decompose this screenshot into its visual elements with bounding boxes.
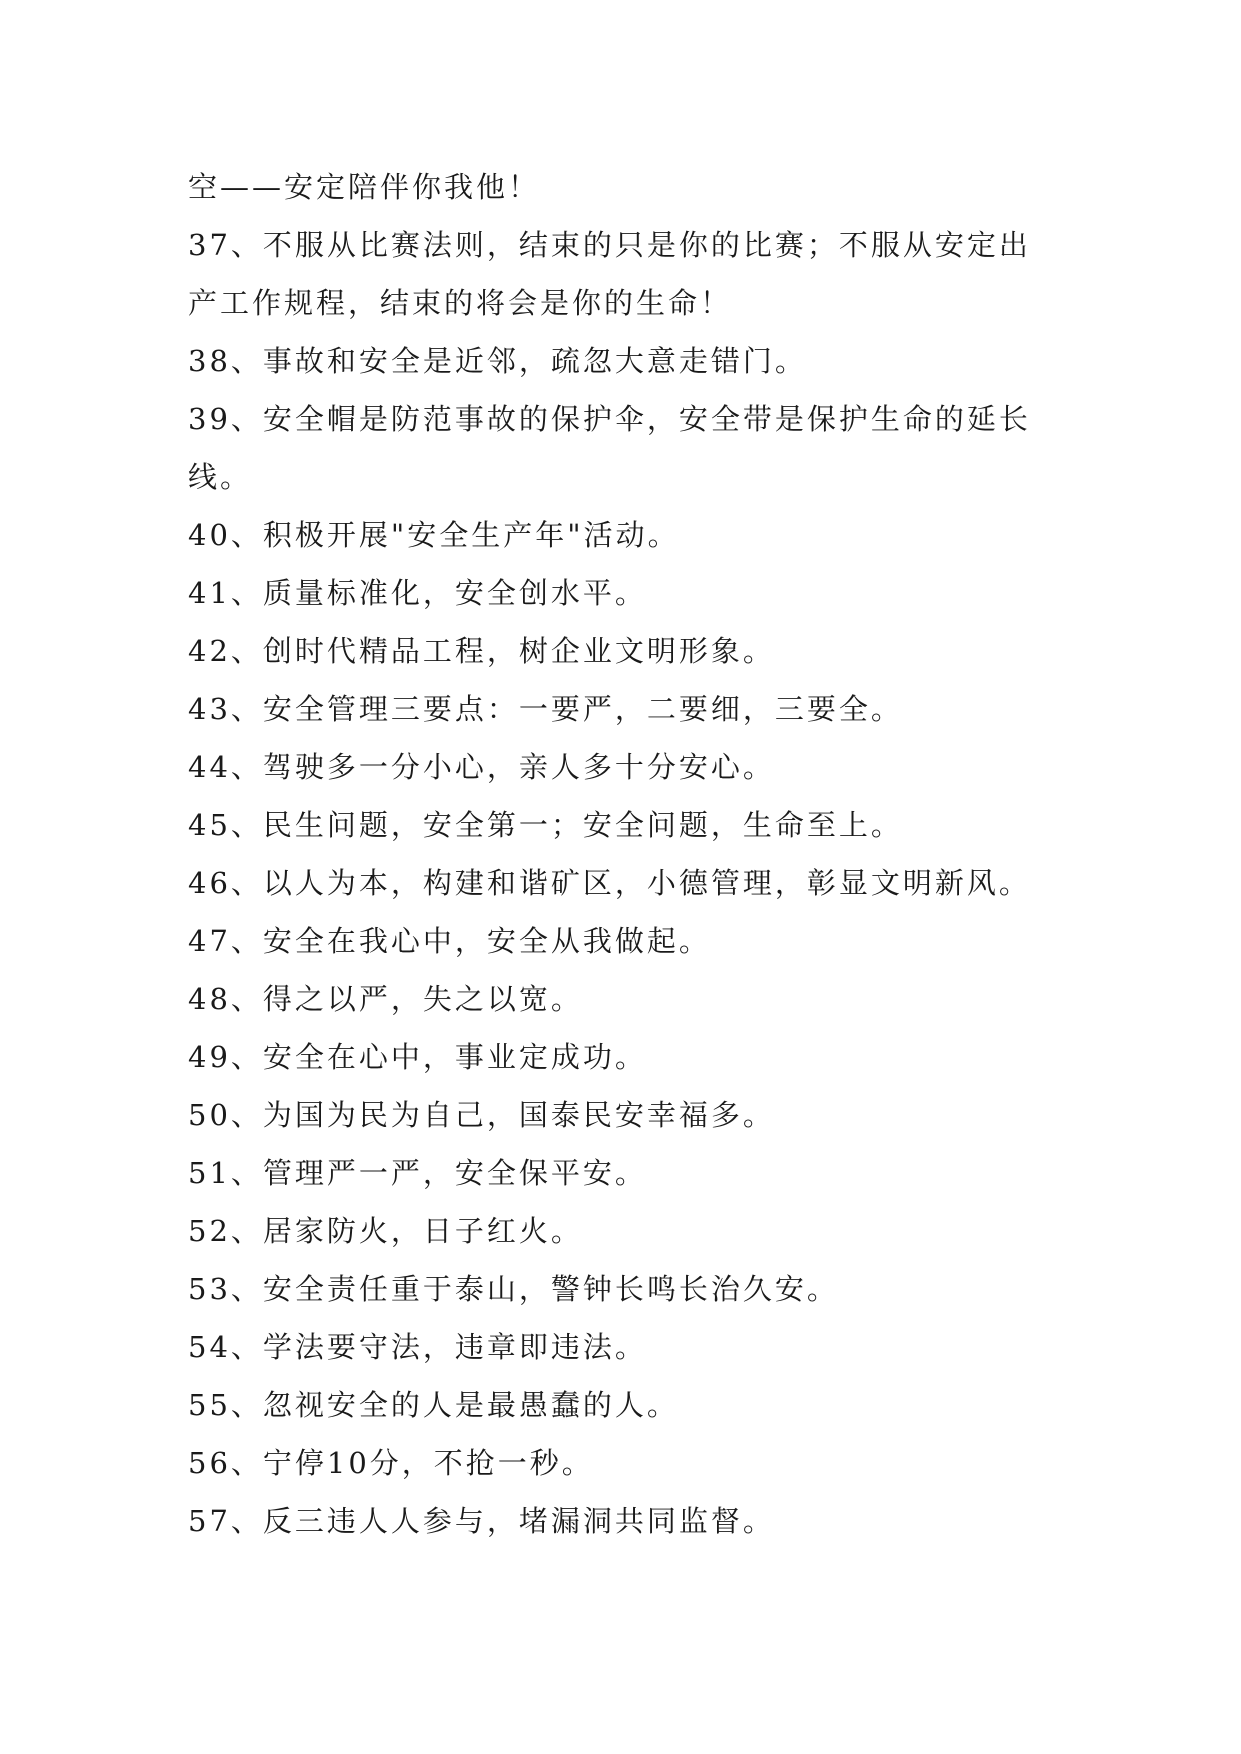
text-line: 39、安全帽是防范事故的保护伞，安全带是保护生命的延长 (188, 402, 1031, 436)
text-line: 线。 (188, 460, 253, 494)
text-line: 54、学法要守法，违章即违法。 (188, 1330, 647, 1364)
text-line: 42、创时代精品工程，树企业文明形象。 (188, 634, 775, 668)
text-line: 45、民生问题，安全第一；安全问题，生命至上。 (188, 808, 903, 842)
text-line: 40、积极开展"安全生产年"活动。 (188, 518, 680, 552)
document-body (188, 158, 1068, 1550)
text-line: 44、驾驶多一分小心，亲人多十分安心。 (188, 750, 775, 784)
text-line: 46、以人为本，构建和谐矿区，小德管理，彰显文明新风。 (188, 866, 1031, 900)
text-line: 47、安全在我心中，安全从我做起。 (188, 924, 711, 958)
text-line: 55、忽视安全的人是最愚蠢的人。 (188, 1388, 679, 1422)
text-line: 38、事故和安全是近邻，疏忽大意走错门。 (188, 344, 807, 378)
text-line: 41、质量标准化，安全创水平。 (188, 576, 647, 610)
text-line: 51、管理严一严，安全保平安。 (188, 1156, 647, 1190)
text-line: 56、宁停10分，不抢一秒。 (188, 1446, 594, 1480)
text-line: 50、为国为民为自己，国泰民安幸福多。 (188, 1098, 775, 1132)
text-line: 37、不服从比赛法则，结束的只是你的比赛；不服从安定出 (188, 228, 1031, 262)
text-line: 43、安全管理三要点：一要严，二要细，三要全。 (188, 692, 903, 726)
text-line: 产工作规程，结束的将会是你的生命！ (188, 286, 733, 320)
text-line: 52、居家防火，日子红火。 (188, 1214, 583, 1248)
text-line: 53、安全责任重于泰山，警钟长鸣长治久安。 (188, 1272, 839, 1306)
text-line: 49、安全在心中，事业定成功。 (188, 1040, 647, 1074)
text-line: 48、得之以严，失之以宽。 (188, 982, 583, 1016)
text-line: 57、反三违人人参与，堵漏洞共同监督。 (188, 1504, 775, 1538)
text-line: 空——安定陪伴你我他！ (188, 170, 541, 204)
